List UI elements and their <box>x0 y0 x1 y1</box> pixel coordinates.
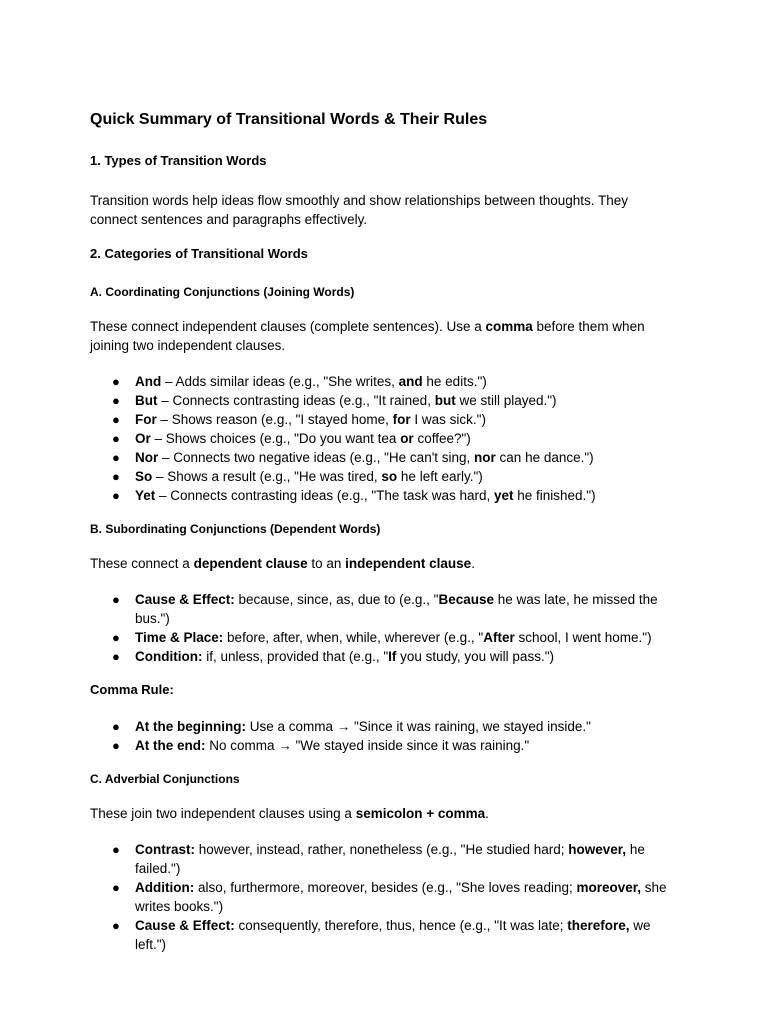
intro-text: These connect independent clauses (complete sentences). Use a <box>90 319 486 334</box>
item-example: but <box>434 393 456 408</box>
item-desc: – Shows reason (e.g., "I stayed home, <box>156 412 393 427</box>
item-desc: – Shows a result (e.g., "He was tired, <box>152 469 382 484</box>
item-desc: also, furthermore, moreover, besides (e.g., "She loves reading; <box>194 880 577 895</box>
subsection-b-intro <box>90 554 678 573</box>
list-item <box>90 410 678 429</box>
item-tail: he left early.") <box>397 469 483 484</box>
item-example: After <box>483 630 515 645</box>
list-item <box>90 467 678 486</box>
item-term: Yet <box>135 488 156 503</box>
list-item <box>90 590 678 628</box>
item-term: Time & Place: <box>135 630 224 645</box>
item-desc: however, instead, rather, nonetheless (e.g., "He studied hard; <box>195 842 569 857</box>
item-desc: Use a comma → "Since it was raining, we stayed inside." <box>245 719 591 734</box>
item-example: and <box>398 374 423 389</box>
bullet-icon: ● <box>112 393 120 408</box>
item-tail: coffee?") <box>413 431 471 446</box>
item-example: Because <box>438 592 494 607</box>
item-term: At the beginning: <box>135 719 246 734</box>
subordinating-list <box>90 590 678 666</box>
list-item <box>90 916 678 954</box>
intro-text: before them when joining two independent clauses. <box>90 319 645 353</box>
item-tail: you study, you will pass.") <box>396 649 554 664</box>
item-desc: consequently, therefore, thus, hence (e.g., "It was late; <box>234 918 568 933</box>
bullet-icon: ● <box>112 374 120 389</box>
section-2-heading: 2. Categories of Transitional Words <box>90 246 308 261</box>
item-term: And <box>135 374 162 389</box>
item-term: But <box>135 393 158 408</box>
comma-rule-list <box>90 717 678 755</box>
bullet-icon: ● <box>112 488 120 503</box>
item-tail: he edits.") <box>422 374 487 389</box>
bullet-icon: ● <box>112 592 120 607</box>
item-desc: if, unless, provided that (e.g., " <box>202 649 389 664</box>
coordinating-list <box>90 372 678 505</box>
intro-text: These connect a <box>90 556 194 571</box>
item-tail: she writes books.") <box>135 880 667 914</box>
item-term: At the end: <box>135 738 206 753</box>
item-example: yet <box>493 488 514 503</box>
item-example: If <box>388 649 397 664</box>
item-desc: No comma → "We stayed inside since it was raining." <box>205 738 530 753</box>
item-desc: – Connects contrasting ideas (e.g., "It rained, <box>157 393 435 408</box>
item-example: therefore, <box>567 918 630 933</box>
item-example: or <box>400 431 414 446</box>
bullet-icon: ● <box>112 469 120 484</box>
item-tail: he finished.") <box>513 488 596 503</box>
intro-text: . <box>485 806 489 821</box>
item-tail: we left.") <box>135 918 651 952</box>
subsection-a-heading: A. Coordinating Conjunctions (Joining Words) <box>90 285 355 299</box>
subsection-a-intro <box>90 317 678 355</box>
bullet-icon: ● <box>112 842 120 857</box>
intro-bold: semicolon + comma <box>355 806 486 821</box>
adverbial-list <box>90 840 678 954</box>
bullet-icon: ● <box>112 649 120 664</box>
bullet-icon: ● <box>112 412 120 427</box>
list-item <box>90 628 678 647</box>
list-item <box>90 717 678 736</box>
list-item <box>90 429 678 448</box>
list-item <box>90 486 678 505</box>
bullet-icon: ● <box>112 738 120 753</box>
item-term: Cause & Effect: <box>135 918 235 933</box>
list-item <box>90 647 678 666</box>
item-tail: we still played.") <box>455 393 557 408</box>
list-item <box>90 391 678 410</box>
item-term: Condition: <box>135 649 203 664</box>
item-term: For <box>135 412 157 427</box>
item-term: Or <box>135 431 151 446</box>
item-desc: before, after, when, while, wherever (e.g., " <box>223 630 484 645</box>
intro-text: to an <box>307 556 346 571</box>
item-term: Addition: <box>135 880 195 895</box>
item-example: however, <box>568 842 627 857</box>
bullet-icon: ● <box>112 719 120 734</box>
subsection-c-intro <box>90 804 678 823</box>
item-tail: he was late, he missed the bus.") <box>135 592 658 626</box>
item-example: for <box>392 412 411 427</box>
bullet-icon: ● <box>112 431 120 446</box>
item-tail: can he dance.") <box>495 450 594 465</box>
intro-text: These join two independent clauses using a <box>90 806 356 821</box>
item-term: Cause & Effect: <box>135 592 235 607</box>
item-desc: – Shows choices (e.g., "Do you want tea <box>150 431 401 446</box>
bullet-icon: ● <box>112 918 120 933</box>
item-tail: he failed.") <box>135 842 645 876</box>
item-term: Nor <box>135 450 159 465</box>
subsection-b-heading: B. Subordinating Conjunctions (Dependent Words) <box>90 522 381 536</box>
item-term: Contrast: <box>135 842 195 857</box>
comma-rule-heading: Comma Rule: <box>90 682 174 697</box>
item-tail: school, I went home.") <box>514 630 652 645</box>
list-item <box>90 372 678 391</box>
item-example: moreover, <box>576 880 642 895</box>
item-tail: I was sick.") <box>410 412 486 427</box>
document-title: Quick Summary of Transitional Words & Their Rules <box>90 111 488 128</box>
bullet-icon: ● <box>112 630 120 645</box>
list-item <box>90 736 678 755</box>
item-desc: – Connects contrasting ideas (e.g., "The task was hard, <box>155 488 494 503</box>
item-example: so <box>381 469 398 484</box>
bullet-icon: ● <box>112 880 120 895</box>
item-desc: because, since, as, due to (e.g., " <box>234 592 439 607</box>
section-1-body: Transition words help ideas flow smoothly and show relationships between thoughts. They connect sentences and paragraphs effectively. <box>90 193 629 227</box>
list-item <box>90 448 678 467</box>
intro-bold: comma <box>485 319 533 334</box>
list-item <box>90 878 678 916</box>
item-term: So <box>135 469 153 484</box>
subsection-c-heading: C. Adverbial Conjunctions <box>90 772 240 786</box>
item-desc: – Connects two negative ideas (e.g., "He can't sing, <box>158 450 475 465</box>
item-example: nor <box>474 450 496 465</box>
intro-bold: independent clause <box>345 556 472 571</box>
item-desc: – Adds similar ideas (e.g., "She writes, <box>161 374 399 389</box>
intro-text: . <box>471 556 475 571</box>
bullet-icon: ● <box>112 450 120 465</box>
list-item <box>90 840 678 878</box>
intro-bold: dependent clause <box>193 556 308 571</box>
section-1-heading: 1. Types of Transition Words <box>90 153 267 168</box>
